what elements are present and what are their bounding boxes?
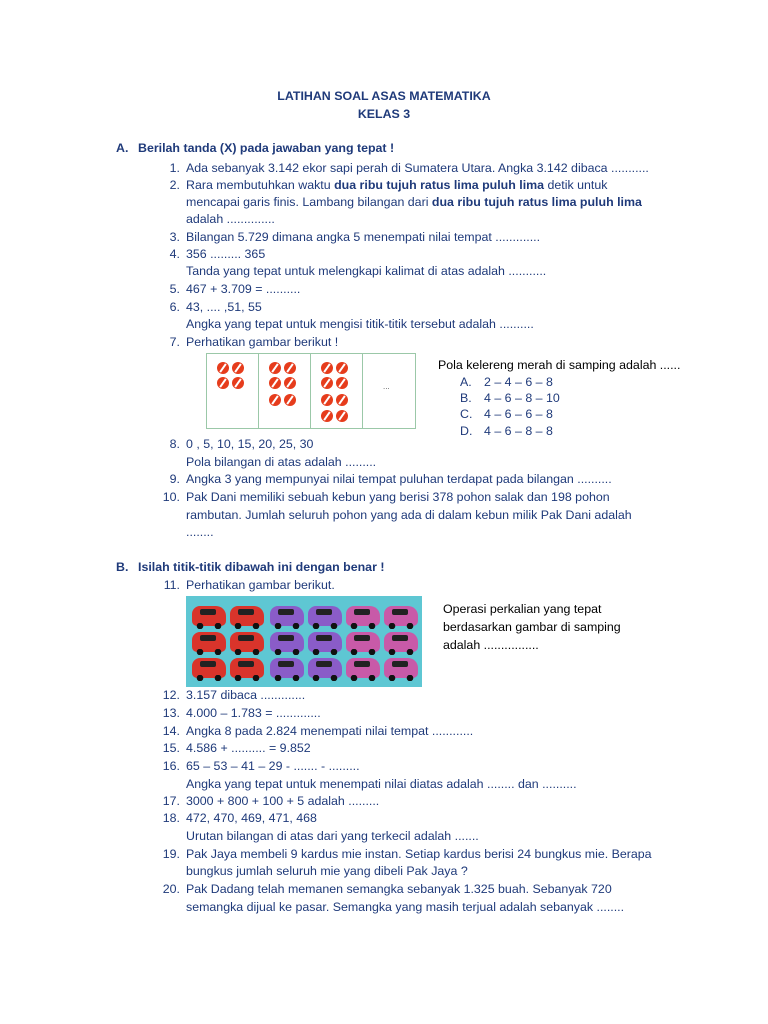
- question-number: 11.: [163, 578, 180, 592]
- question-text: 467 + 3.709 = ..........: [186, 282, 301, 296]
- car-icon: [308, 632, 342, 652]
- car-icon: [270, 632, 304, 652]
- option-letter: D.: [460, 424, 473, 438]
- question-number: 6.: [169, 300, 180, 314]
- question-text: Pak Jaya membeli 9 kardus mie instan. Setiap kardus berisi 24 bungkus mie. Berapa: [186, 847, 652, 861]
- marble-icon: [321, 377, 333, 389]
- option-text: 4 – 6 – 6 – 8: [484, 407, 553, 421]
- question-number: 14.: [162, 724, 180, 738]
- marble-icon: [284, 377, 296, 389]
- marble-pattern-image: [206, 353, 416, 429]
- car-icon: [270, 606, 304, 626]
- marble-icon: [232, 362, 244, 374]
- question-text: 4.586 + .......... = 9.852: [186, 741, 311, 755]
- section-b-text: Isilah titik-titik dibawah ini dengan benar !: [138, 560, 385, 574]
- question-text: 4.000 – 1.783 = .............: [186, 706, 321, 720]
- question-text-line2: [186, 195, 642, 209]
- car-icon: [192, 632, 226, 652]
- option-letter: B.: [460, 391, 472, 405]
- question-text: Pak Dadang telah memanen semangka sebanyak 1.325 buah. Sebanyak 720: [186, 882, 612, 896]
- option-text: 4 – 6 – 8 – 10: [484, 391, 560, 405]
- question-number: 7.: [169, 335, 180, 349]
- question-text-line2: rambutan. Jumlah seluruh pohon yang ada di dalam kebun milik Pak Dani adalah: [186, 508, 632, 522]
- question-number: 16.: [162, 759, 180, 773]
- question-text: 356 ......... 365: [186, 247, 266, 261]
- question-text: Perhatikan gambar berikut !: [186, 335, 339, 349]
- question-11-side-line2: berdasarkan gambar di samping: [443, 620, 621, 634]
- marble-icon: [321, 394, 333, 406]
- section-a-letter: A.: [116, 141, 129, 155]
- car-icon: [384, 606, 418, 626]
- car-icon: [270, 658, 304, 678]
- question-number: 9.: [169, 472, 180, 486]
- car-icon: [308, 658, 342, 678]
- question-number: 19.: [162, 847, 180, 861]
- option-c[interactable]: [460, 407, 553, 421]
- car-icon: [346, 658, 380, 678]
- question-text: [186, 178, 607, 192]
- question-number: 10.: [162, 490, 180, 504]
- car-icon: [384, 658, 418, 678]
- bold-number-words: dua ribu tujuh ratus lima puluh lima: [334, 178, 545, 192]
- option-letter: A.: [460, 375, 472, 389]
- pattern-cell-3: [311, 354, 363, 428]
- car-icon: [346, 632, 380, 652]
- marble-icon: [336, 410, 348, 422]
- marble-icon: [336, 362, 348, 374]
- question-text: 43, .... ,51, 55: [186, 300, 262, 314]
- question-text-line2: Angka yang tepat untuk mengisi titik-titik tersebut adalah ..........: [186, 317, 534, 331]
- question-number: 20.: [162, 882, 180, 896]
- marble-icon: [269, 377, 281, 389]
- pattern-cell-2: [259, 354, 311, 428]
- question-text: Angka 8 pada 2.824 menempati nilai tempat ............: [186, 724, 474, 738]
- question-text-line3: adalah ..............: [186, 212, 275, 226]
- question-number: 1.: [169, 161, 180, 175]
- question-7-side-text: Pola kelereng merah di samping adalah ......: [438, 358, 681, 372]
- option-b[interactable]: [460, 391, 560, 405]
- question-number: 8.: [169, 437, 180, 451]
- question-number: 18.: [162, 811, 180, 825]
- question-text: 65 – 53 – 41 – 29 - ....... - .........: [186, 759, 360, 773]
- question-text-line2: Pola bilangan di atas adalah .........: [186, 455, 377, 469]
- option-a[interactable]: [460, 375, 553, 389]
- car-icon: [192, 606, 226, 626]
- question-text: 0 , 5, 10, 15, 20, 25, 30: [186, 437, 314, 451]
- question-text: 3.157 dibaca .............: [186, 688, 306, 702]
- car-icon: [346, 606, 380, 626]
- question-11-side-line3: adalah ................: [443, 638, 539, 652]
- question-text: Ada sebanyak 3.142 ekor sapi perah di Sumatera Utara. Angka 3.142 dibaca ...........: [186, 161, 649, 175]
- question-text: 472, 470, 469, 471, 468: [186, 811, 317, 825]
- marble-icon: [217, 362, 229, 374]
- question-text-line3: ........: [186, 525, 214, 539]
- question-text: Pak Dani memiliki sebuah kebun yang berisi 378 pohon salak dan 198 pohon: [186, 490, 610, 504]
- marble-icon: [232, 377, 244, 389]
- question-number: 4.: [169, 247, 180, 261]
- question-number: 5.: [169, 282, 180, 296]
- marble-icon: [336, 394, 348, 406]
- bold-number-words: dua ribu tujuh ratus lima puluh lima: [431, 195, 642, 209]
- worksheet-title: LATIHAN SOAL ASAS MATEMATIKA: [277, 89, 491, 103]
- question-number: 3.: [169, 230, 180, 244]
- question-number: 12.: [162, 688, 180, 702]
- worksheet-grade: KELAS 3: [357, 107, 411, 121]
- pattern-cell-1: [207, 354, 259, 428]
- question-11-side-line1: Operasi perkalian yang tepat: [443, 602, 602, 616]
- question-text-line2: Tanda yang tepat untuk melengkapi kalimat di atas adalah ...........: [186, 264, 547, 278]
- car-icon: [230, 632, 264, 652]
- car-icon: [192, 658, 226, 678]
- marble-icon: [269, 394, 281, 406]
- section-b-heading: [116, 560, 384, 574]
- section-b-letter: B.: [116, 560, 129, 574]
- marble-icon: [284, 362, 296, 374]
- marble-icon: [321, 362, 333, 374]
- question-text-line2: semangka dijual ke pasar. Semangka yang masih terjual adalah sebanyak ........: [186, 900, 625, 914]
- pattern-placeholder: ...: [383, 382, 390, 391]
- question-text-line2: Urutan bilangan di atas dari yang terkecil adalah .......: [186, 829, 479, 843]
- question-text-line2: Angka yang tepat untuk menempati nilai diatas adalah ........ dan ..........: [186, 777, 577, 791]
- option-d[interactable]: [460, 424, 553, 438]
- marble-icon: [217, 377, 229, 389]
- option-letter: C.: [460, 407, 473, 421]
- section-a-heading: [116, 141, 394, 155]
- pattern-cell-4: [363, 354, 414, 428]
- question-text-line2: bungkus jumlah seluruh mie yang dibeli Pak Jaya ?: [186, 864, 468, 878]
- question-text: Angka 3 yang mempunyai nilai tempat puluhan terdapat pada bilangan ..........: [186, 472, 612, 486]
- question-text: Perhatikan gambar berikut.: [186, 578, 335, 592]
- car-icon: [384, 632, 418, 652]
- question-text: Bilangan 5.729 dimana angka 5 menempati nilai tempat .............: [186, 230, 541, 244]
- text-part: Rara membutuhkan waktu: [186, 178, 335, 192]
- question-text: 3000 + 800 + 100 + 5 adalah .........: [186, 794, 380, 808]
- option-text: 2 – 4 – 6 – 8: [484, 375, 553, 389]
- car-icon: [230, 606, 264, 626]
- marble-icon: [269, 362, 281, 374]
- question-number: 2.: [169, 178, 180, 192]
- car-icon: [308, 606, 342, 626]
- option-text: 4 – 6 – 8 – 8: [484, 424, 553, 438]
- toy-cars-image: [186, 596, 422, 687]
- marble-icon: [336, 377, 348, 389]
- car-icon: [230, 658, 264, 678]
- text-part: mencapai garis finis. Lambang bilangan dari: [186, 195, 432, 209]
- marble-icon: [321, 410, 333, 422]
- text-part: detik untuk: [544, 178, 608, 192]
- question-number: 17.: [162, 794, 180, 808]
- question-number: 15.: [162, 741, 180, 755]
- section-a-text: Berilah tanda (X) pada jawaban yang tepat !: [138, 141, 395, 155]
- question-number: 13.: [162, 706, 180, 720]
- marble-icon: [284, 394, 296, 406]
